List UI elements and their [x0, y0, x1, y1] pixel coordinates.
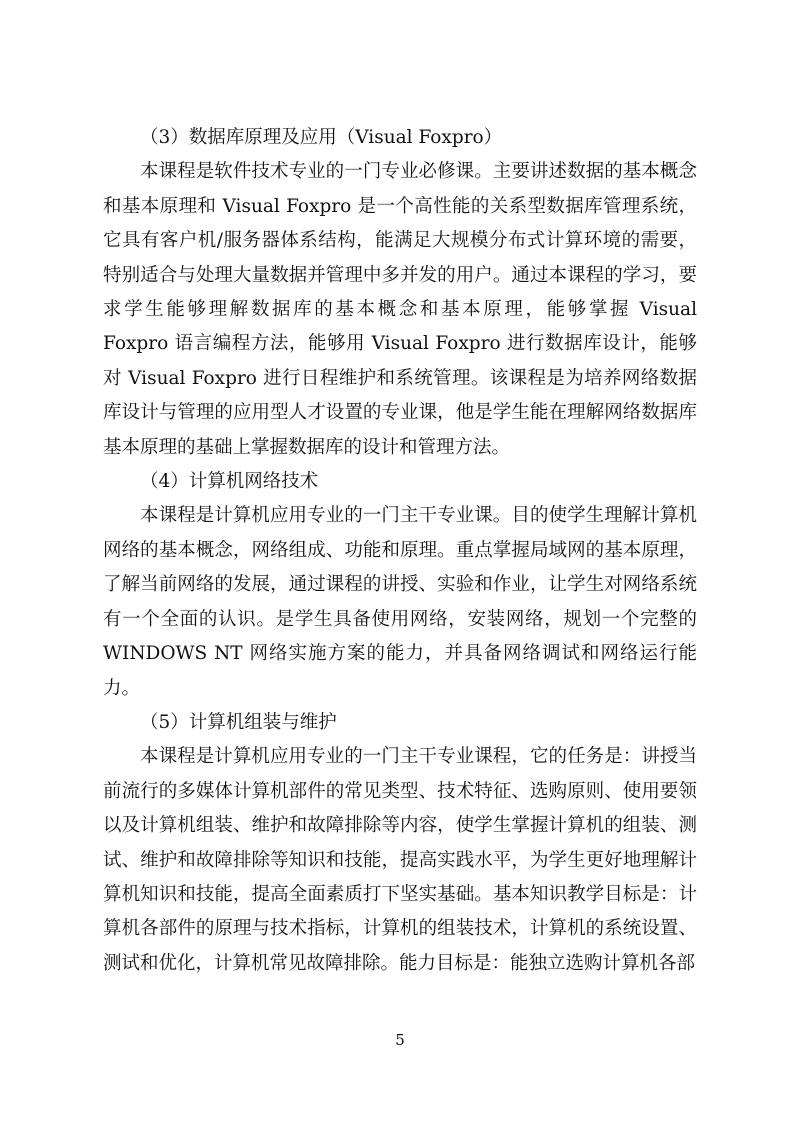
page-content: [103, 121, 697, 981]
section-heading-assembly: （5）计算机组装与维护: [140, 711, 337, 733]
section-body-network: 本课程是计算机应用专业的一门主干专业课。目的使学生理解计算机网络的基本概念，网络组成、功能和原理。重点掌握局域网的基本原理，了解当前网络的发展，通过课程的讲授、实验和作业，让学生对网络系统有一个全面的认识。是学生具备使用网络，安装网络，规划一个完整的 WINDOWS NT 网络实施方案的能力，并具备网络调试和网络运行能力。: [103, 505, 697, 699]
section-heading-database: （3）数据库原理及应用（Visual Foxpro）: [140, 127, 503, 148]
page-number: 5: [395, 1031, 405, 1049]
section-body-assembly: 本课程是计算机应用专业的一门主干专业课程，它的任务是：讲授当前流行的多媒体计算机部件的常见类型、技术特征、选购原则、使用要领以及计算机组装、维护和故障排除等内容，使学生掌握计算机的组装、测试、维护和故障排除等知识和技能，提高实践水平，为学生更好地理解计算机知识和技能，提高全面素质打下坚实基础。基本知识教学目标是：计算机各部件的原理与技术指标，计算机的组装技术，计算机的系统设置、测试和优化，计算机常见故障排除。能力目标是：能独立选购计算机各部: [103, 746, 697, 974]
section-body-database: 本课程是软件技术专业的一门专业必修课。主要讲述数据的基本概念和基本原理和 Visual Foxpro 是一个高性能的关系型数据库管理系统，它具有客户机/服务器体系结构，能满足大规模分布式计算环境的需要，特别适合与处理大量数据并管理中多并发的用户。通过本课程的学习，要求学生能够理解数据库的基本概念和基本原理，能够掌握 Visual Foxpro 语言编程方法，能够用 Visual Foxpro 进行数据库设计，能够对 Visual Foxpro 进行日程维护和系统管理。该课程是为培养网络数据库设计与管理的应用型人才设置的专业课，他是学生能在理解网络数据库基本原理的基础上掌握数据库的设计和管理方法。: [103, 161, 697, 458]
section-heading-network: （4）计算机网络技术: [140, 471, 319, 493]
